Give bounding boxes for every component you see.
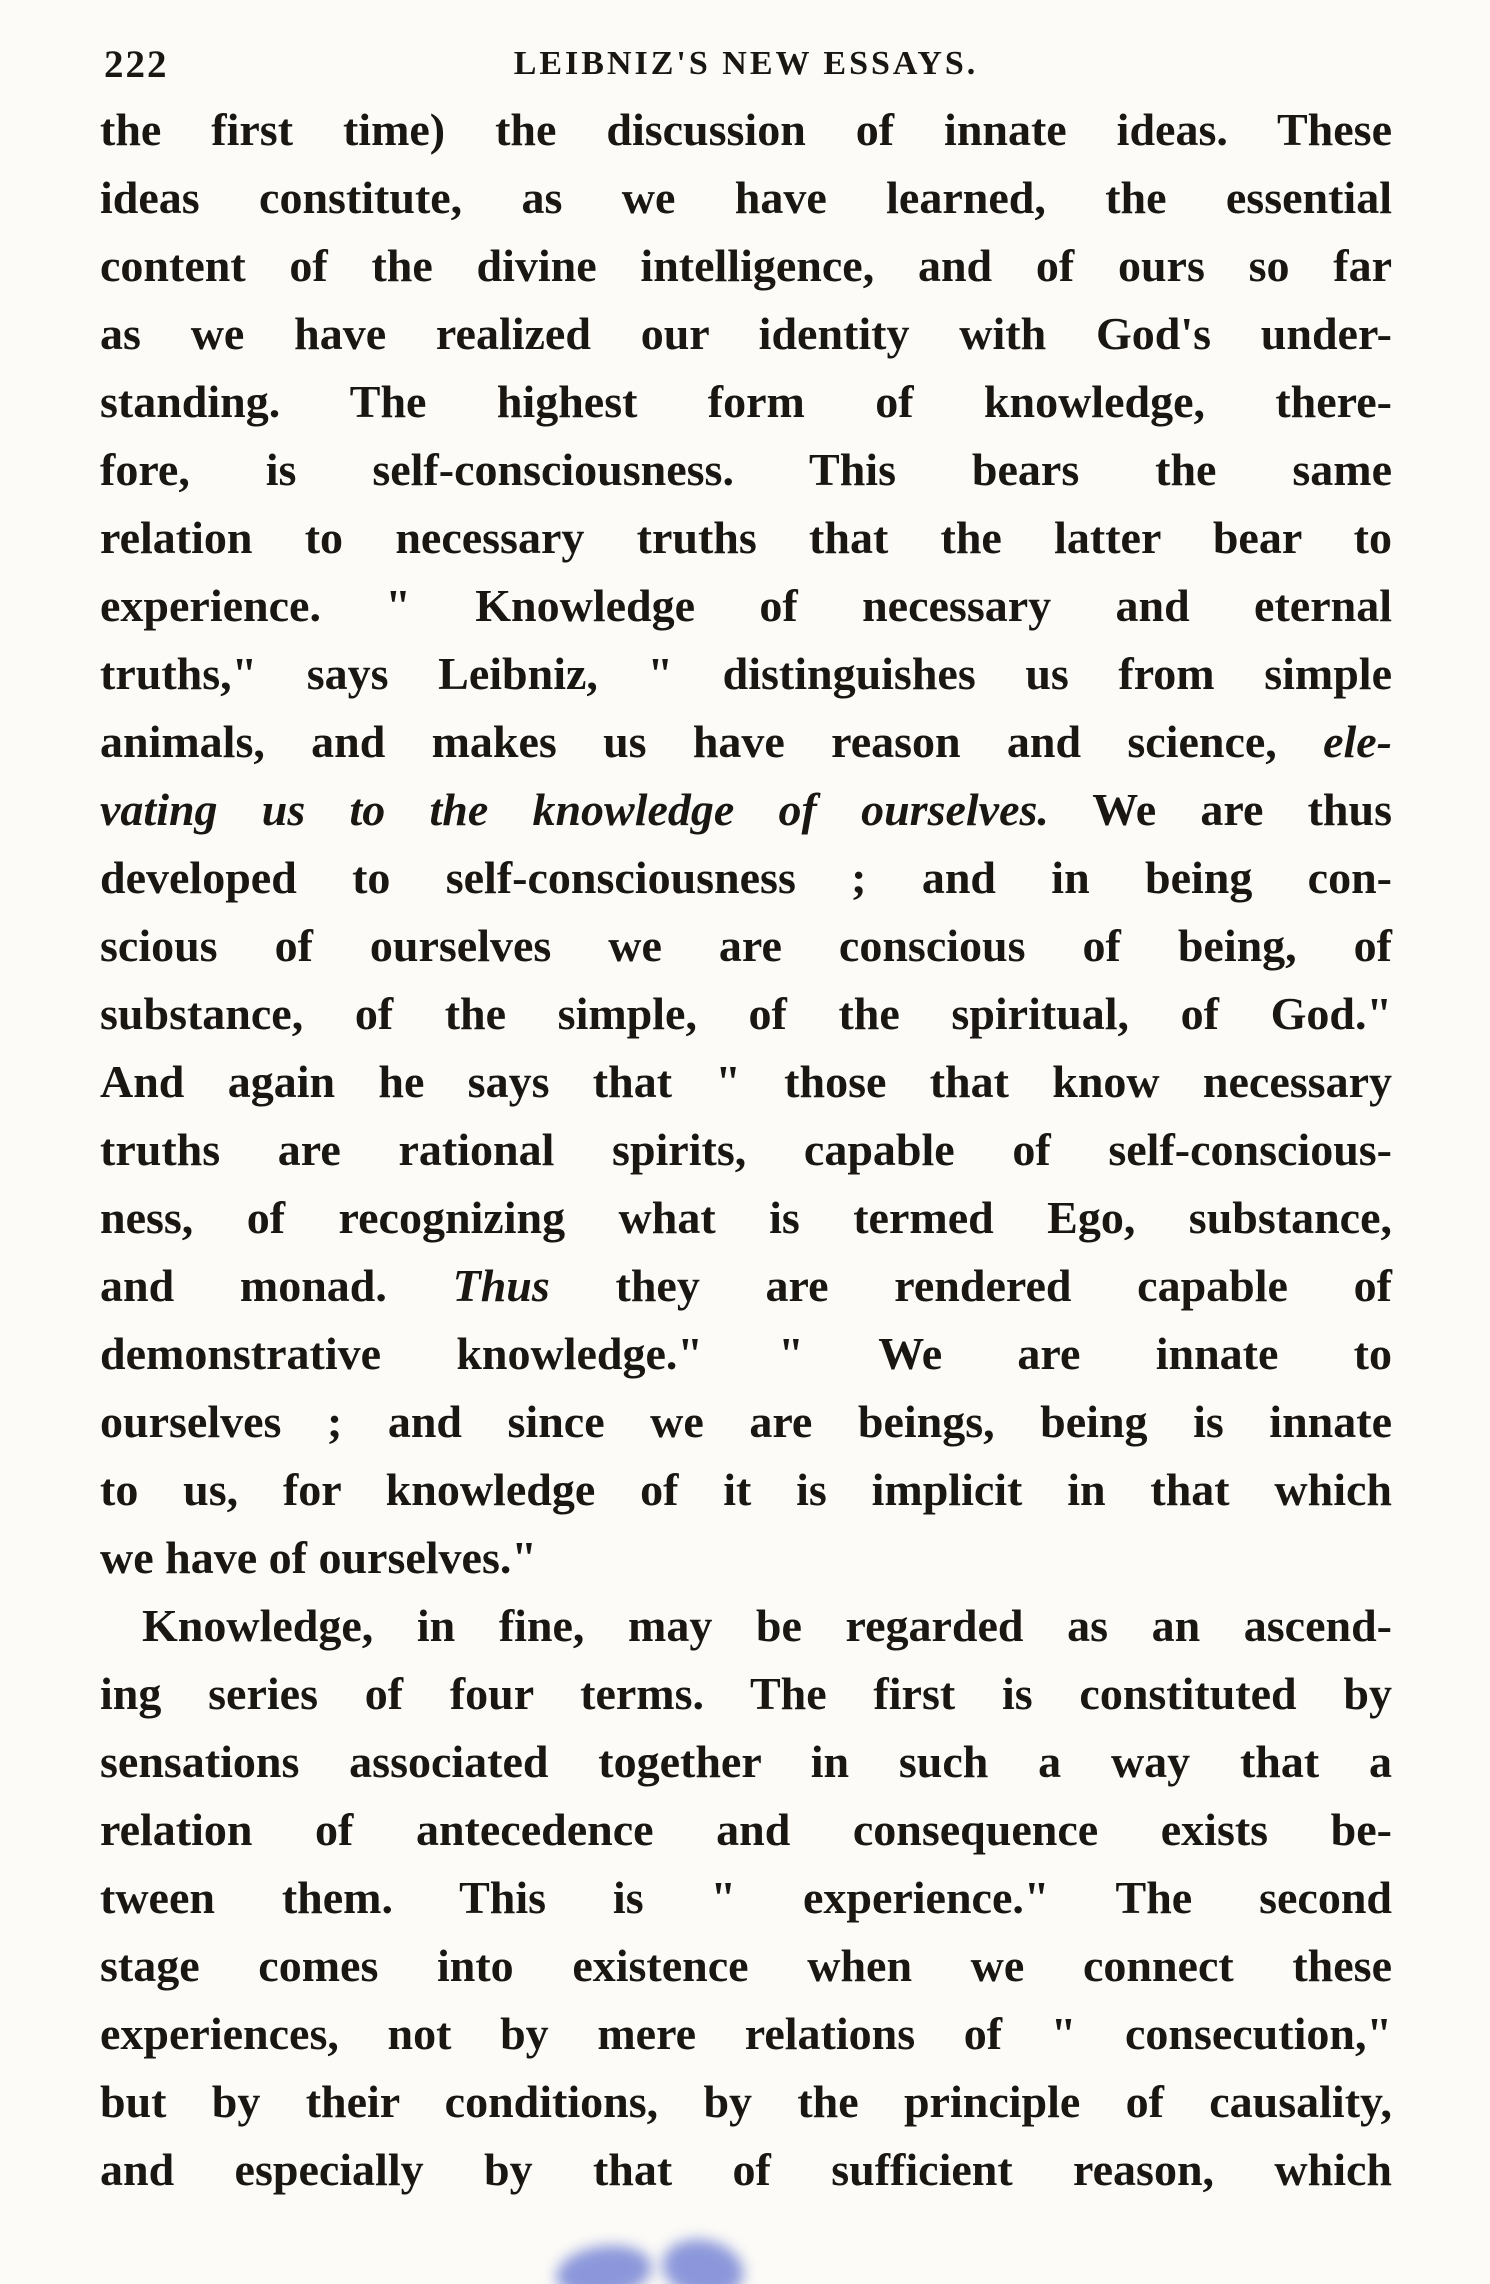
text-line <box>100 1524 1392 1592</box>
text-line <box>100 1252 1392 1320</box>
text-segment: tween them. This is " experience." The second <box>100 1872 1392 1923</box>
text-segment: as we have realized our identity with God's under- <box>100 308 1392 359</box>
text-segment: fore, is self-consciousness. This bears the same <box>100 444 1392 495</box>
text-segment: relation of antecedence and consequence exists be- <box>100 1804 1392 1855</box>
text-line <box>100 1728 1392 1796</box>
text-line <box>100 912 1392 980</box>
text-segment: stage comes into existence when we connect these <box>100 1940 1392 1991</box>
text-segment: developed to self-consciousness ; and in being con- <box>100 852 1392 903</box>
text-segment: standing. The highest form of knowledge, there- <box>100 376 1392 427</box>
italic-text-segment: Thus <box>452 1260 550 1311</box>
text-line <box>100 1048 1392 1116</box>
text-segment: ing series of four terms. The first is constituted by <box>100 1668 1392 1719</box>
text-line <box>100 2136 1392 2204</box>
text-segment: the first time) the discussion of innate ideas. These <box>100 104 1392 155</box>
text-segment: experiences, not by mere relations of " consecution," <box>100 2008 1392 2059</box>
text-segment: sensations associated together in such a way that a <box>100 1736 1392 1787</box>
page-header-title: LEIBNIZ'S NEW ESSAYS. <box>513 45 979 82</box>
text-line <box>100 640 1392 708</box>
running-head <box>100 42 1392 92</box>
text-segment: And again he says that " those that know necessary <box>100 1056 1392 1107</box>
ink-stain-artifact <box>657 2232 749 2284</box>
text-segment: scious of ourselves we are conscious of being, of <box>100 920 1392 971</box>
text-line <box>100 1864 1392 1932</box>
text-line <box>100 96 1392 164</box>
text-line <box>100 436 1392 504</box>
text-line <box>100 1116 1392 1184</box>
text-segment: content of the divine intelligence, and of ours so far <box>100 240 1392 291</box>
text-line <box>100 776 1392 844</box>
text-segment: Knowledge, in fine, may be regarded as an ascend- <box>142 1600 1392 1651</box>
text-segment: animals, and makes us have reason and science, <box>100 716 1324 767</box>
text-line <box>100 708 1392 776</box>
text-line <box>100 504 1392 572</box>
text-line <box>100 1592 1392 1660</box>
page-number: 222 <box>104 43 169 86</box>
text-segment: substance, of the simple, of the spiritual, of God." <box>100 988 1392 1039</box>
text-line <box>100 1796 1392 1864</box>
text-segment: We are thus <box>1048 784 1393 835</box>
text-line <box>100 572 1392 640</box>
text-line <box>100 164 1392 232</box>
text-line <box>100 1184 1392 1252</box>
text-segment: they are rendered capable of <box>549 1260 1393 1311</box>
text-segment: truths," says Leibniz, " distinguishes us from simple <box>100 648 1392 699</box>
text-line <box>100 300 1392 368</box>
text-line <box>100 1932 1392 2000</box>
text-line <box>100 368 1392 436</box>
text-line <box>100 232 1392 300</box>
text-line <box>100 980 1392 1048</box>
text-segment: we have of ourselves." <box>100 1532 537 1583</box>
text-line <box>100 1320 1392 1388</box>
text-segment: ideas constitute, as we have learned, the essential <box>100 172 1392 223</box>
text-segment: to us, for knowledge of it is implicit in that which <box>100 1464 1392 1515</box>
italic-text-segment: vating us to the knowledge of ourselves. <box>100 784 1049 835</box>
text-segment: demonstrative knowledge." " We are innate to <box>100 1328 1392 1379</box>
text-line <box>100 2000 1392 2068</box>
text-line <box>100 844 1392 912</box>
text-line <box>100 1456 1392 1524</box>
text-segment: truths are rational spirits, capable of self-conscious- <box>100 1124 1392 1175</box>
text-line <box>100 1660 1392 1728</box>
text-segment: experience. " Knowledge of necessary and eternal <box>100 580 1392 631</box>
text-block <box>100 96 1392 2204</box>
text-segment: ourselves ; and since we are beings, being is innate <box>100 1396 1392 1447</box>
ink-stain-artifact <box>553 2240 655 2284</box>
text-segment: ness, of recognizing what is termed Ego, substance, <box>100 1192 1392 1243</box>
text-segment: but by their conditions, by the principle of causality, <box>100 2076 1392 2127</box>
text-segment: and especially by that of sufficient reason, which <box>100 2144 1392 2195</box>
italic-text-segment: ele- <box>1323 716 1392 767</box>
text-segment: relation to necessary truths that the latter bear to <box>100 512 1392 563</box>
text-line <box>100 1388 1392 1456</box>
text-line <box>100 2068 1392 2136</box>
text-segment: and monad. <box>100 1260 453 1311</box>
